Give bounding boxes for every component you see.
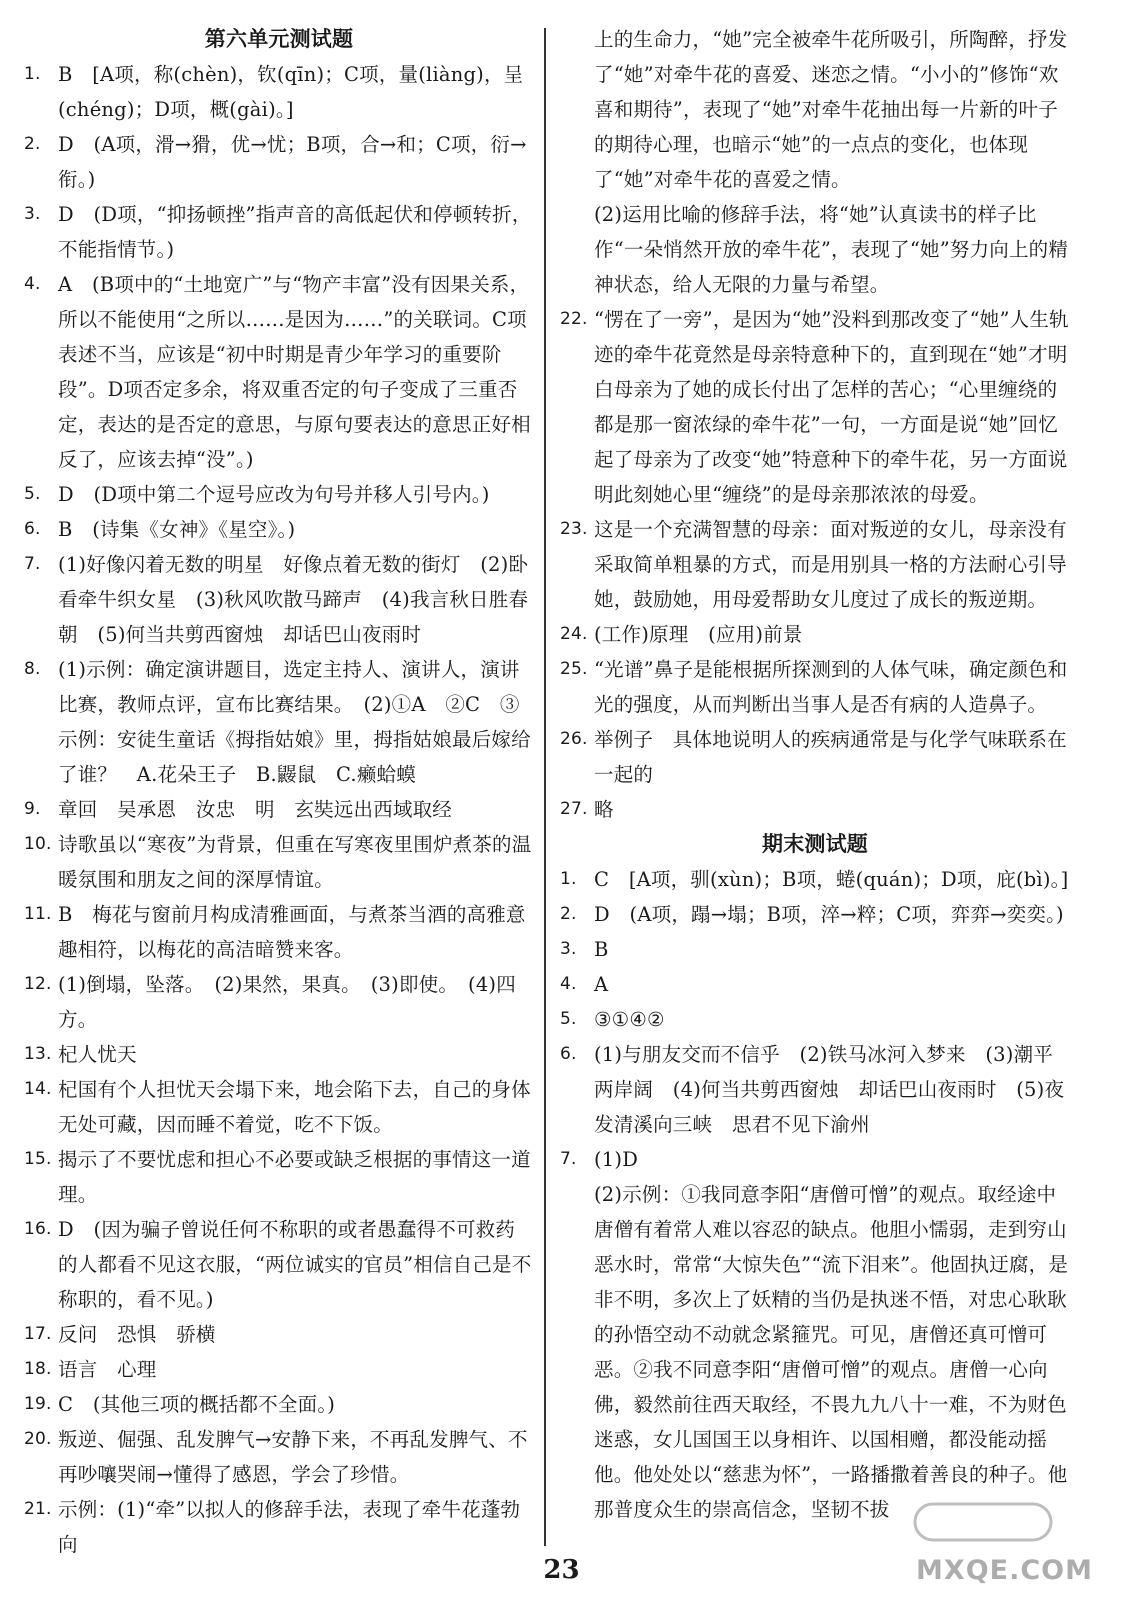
answer-item [24,477,534,512]
answer-item-7-part2 [560,1177,1070,1527]
answer-item [24,547,534,652]
section-heading-unit6: 第六单元测试题 [204,27,354,51]
answer-item [24,897,534,967]
answer-number: 10. [24,834,52,854]
answer-item [560,792,1070,827]
answer-text: 诗歌虽以“寒夜”为背景，但重在写寒夜里围炉煮茶的温暖氛围和朋友之间的深厚情谊。 [58,833,532,891]
answer-text: 上的生命力，“她”完全被牵牛花所吸引，所陶醉，抒发了“她”对牵牛花的喜爱、迷恋之情。“小小的”修饰“欢喜和期待”，表现了“她”对牵牛花抽出每一片新的叶子的期待心理，也暗示“她”的一点点的变化，也体现了“她”对牵牛花的喜爱之情。 [594,28,1068,191]
answer-item-21-continued [560,22,1070,302]
answer-item [560,652,1070,722]
answer-item [24,57,534,127]
right-answer-list-a [560,302,1070,827]
answer-number: 21. [24,1499,52,1519]
answer-item [24,1212,534,1317]
answer-text: (工作)原理 (应用)前景 [594,623,803,646]
answer-number: 3. [560,939,577,959]
answer-number: 8. [24,659,41,679]
answer-item [24,1072,534,1142]
answer-number: 4. [24,274,41,294]
answer-item [560,302,1070,512]
answer-item [560,967,1070,1002]
answer-text: 略 [594,798,614,821]
watermark [893,1500,1093,1590]
answer-number: 27. [560,799,588,819]
answer-item [560,897,1070,932]
answer-item [24,1037,534,1072]
answer-number: 15. [24,1149,52,1169]
right-column [560,22,1070,1527]
answer-text: (1)倒塌，坠落。 (2)果然，果真。 (3)即使。 (4)四方。 [58,973,516,1031]
answer-number: 17. [24,1324,52,1344]
answer-item [24,1492,534,1562]
answer-text: 叛逆、倔强、乱发脾气→安静下来，不再乱发脾气、不再吵嚷哭闹→懂得了感恩，学会了珍惜。 [58,1428,528,1486]
answer-text: B 梅花与窗前月构成清雅画面，与煮茶当酒的高雅意趣相符，以梅花的高洁暗赞来客。 [58,903,526,961]
answer-item [560,1142,1070,1177]
answer-number: 5. [560,1009,577,1029]
answer-text: (2)示例：①我同意李阳“唐僧可憎”的观点。取经途中唐僧有着常人难以容忍的缺点。他胆小懦弱，走到穷山恶水时，常常“大惊失色”“流下泪来”。他固执迂腐，是非不明，多次上了妖精的当仍是执迷不悟，对忠心耿耿的孙悟空动不动就念紧箍咒。可见，唐僧还真可憎可恶。②我不同意李阳“唐僧可憎”的观点。唐僧一心向佛，毅然前往西天取经，不畏九九八十一难，不为财色迷惑，女儿国国王以身相许、以国相赠，都没能动摇他。他处处以“慈悲为怀”，一路播撒着善良的种子。他那普度众生的崇高信念，坚韧不拔 [594,1183,1069,1521]
answer-item [24,792,534,827]
answer-number: 7. [560,1149,577,1169]
answer-text: (1)与朋友交而不信乎 (2)铁马冰河入梦来 (3)潮平两岸阔 (4)何当共剪西窗烛 却话巴山夜雨时 (5)夜发清溪向三峡 思君不见下渝州 [594,1043,1065,1136]
left-answer-list [24,57,534,1562]
answer-item [24,1422,534,1492]
answer-item [24,1317,534,1352]
answer-text: 揭示了不要忧虑和担心不必要或缺乏根据的事情这一道理。 [58,1148,531,1206]
answer-text: (1)示例：确定演讲题目，选定主持人、演讲人，演讲比赛，教师点评，宣布比赛结果。 (2)①A ②C ③示例：安徒生童话《拇指姑娘》里，拇指姑娘最后嫁给了谁？ A.花朵王子 B.鼹鼠 C.癞蛤蟆 [58,658,531,786]
answer-item [560,932,1070,967]
watermark-logo-icon [913,1500,1053,1544]
answer-item [560,862,1070,897]
answer-item [24,827,534,897]
answer-text: ③①④② [594,1008,665,1031]
answer-number: 5. [24,484,41,504]
answer-number: 6. [24,519,41,539]
answer-text: 章回 吴承恩 汝忠 明 玄奘远出西域取经 [58,798,453,821]
answer-number: 18. [24,1359,52,1379]
answer-number: 11. [24,904,52,924]
answer-item [24,267,534,477]
answer-text: 反问 恐惧 骄横 [58,1323,216,1346]
answer-item [24,1387,534,1422]
answer-number: 23. [560,519,588,539]
answer-item [24,197,534,267]
answer-number: 3. [24,204,41,224]
answer-number: 19. [24,1394,52,1414]
answer-item [24,127,534,197]
answer-text: (1)好像闪着无数的明星 好像点着无数的街灯 (2)卧看牵牛织女星 (3)秋风吹散马蹄声 (4)我言秋日胜春朝 (5)何当共剪西窗烛 却话巴山夜雨时 [58,553,529,646]
answer-text: D (因为骗子曾说任何不称职的或者愚蠢得不可救药的人都看不见这衣服，“两位诚实的官员”相信自己是不称职的，看不见。) [58,1218,532,1311]
answer-text: A [594,973,609,996]
answer-text: 示例：(1)“牵”以拟人的修辞手法，表现了牵牛花蓬勃向 [58,1498,521,1556]
answer-number: 20. [24,1429,52,1449]
answer-text: B [594,938,609,961]
answer-text: (1)D [594,1148,639,1171]
page-number: 23 [543,1555,580,1585]
answer-number: 13. [24,1044,52,1064]
answer-item [560,1037,1070,1142]
answer-text: (2)运用比喻的修辞手法，将“她”认真读书的样子比作“一朵悄然开放的牵牛花”，表现了“她”努力向上的精神状态，给人无限的力量与希望。 [594,203,1069,296]
answer-text: “愣在了一旁”，是因为“她”没料到那改变了“她”人生轨迹的牵牛花竟然是母亲特意种下的，直到现在“她”才明白母亲为了她的成长付出了怎样的苦心；“心里缠绕的都是那一窗浓绿的牵牛花”一句，一方面是说“她”回忆起了母亲为了改变“她”特意种下的牵牛花，另一方面说明此刻她心里“缠绕”的是母亲那浓浓的母爱。 [594,308,1069,506]
answer-number: 4. [560,974,577,994]
answer-number: 9. [24,799,41,819]
answer-text: D (D项中第二个逗号应改为句号并移人引号内。) [58,483,490,506]
answer-text: 这是一个充满智慧的母亲：面对叛逆的女儿，母亲没有采取简单粗暴的方式，而是用别具一格的方法耐心引导她，鼓励她，用母爱帮助女儿度过了成长的叛逆期。 [594,518,1067,611]
answer-number: 22. [560,309,588,329]
answer-text: A (B项中的“土地宽广”与“物产丰富”没有因果关系，所以不能使用“之所以……是因为……”的关联词。C项表述不当，应该是“初中时期是青少年学习的重要阶段”。D项否定多余，将双重否定的句子变成了三重否定，表达的是否定的意思，与原句要表达的意思正好相反了，应该去掉“没”。) [58,273,531,471]
answer-item [24,512,534,547]
answer-text: C [A项，驯(xùn)；B项，蜷(quán)；D项，庇(bì)。] [594,868,1069,891]
answer-text: 语言 心理 [58,1358,157,1381]
answer-number: 7. [24,554,41,574]
answer-item [24,652,534,792]
answer-item [24,967,534,1037]
answer-text: D (A项，蹋→塌；B项，淬→粹；C项，弈弈→奕奕。) [594,903,1064,926]
answer-number: 16. [24,1219,52,1239]
answer-text: B [A项，称(chèn)，钦(qīn)；C项，量(liàng)，呈(chéng)；D项，概(gài)。] [58,63,524,121]
answer-number: 2. [560,904,577,924]
answer-text: D (D项，“抑扬顿挫”指声音的高低起伏和停顿转折，不能指情节。) [58,203,532,261]
right-answer-list-b [560,862,1070,1177]
answer-item [560,617,1070,652]
answer-item [560,722,1070,792]
answer-number: 1. [24,64,41,84]
answer-text: 杞人忧天 [58,1043,137,1066]
section-heading-final: 期末测试题 [762,832,868,856]
answer-number: 6. [560,1044,577,1064]
answer-item [24,1352,534,1387]
watermark-text: MXQE.COM [916,1555,1093,1586]
answer-text: B (诗集《女神》《星空》。) [58,518,296,541]
answer-text: D (A项，滑→猾，优→忧；B项，合→和；C项，衍→衔。) [58,133,527,191]
answer-number: 12. [24,974,52,994]
answer-number: 2. [24,134,41,154]
answer-item [24,1142,534,1212]
answer-number: 25. [560,659,588,679]
answer-number: 26. [560,729,588,749]
answer-item [560,512,1070,617]
answer-text: 举例子 具体地说明人的疾病通常是与化学气味联系在一起的 [594,728,1067,786]
answer-text: “光谱”鼻子是能根据所探测到的人体气味，确定颜色和光的强度，从而判断出当事人是否有病的人造鼻子。 [594,658,1068,716]
column-divider [544,28,546,1546]
answer-number: 24. [560,624,588,644]
answer-item [560,1002,1070,1037]
answer-text: 杞国有个人担忧天会塌下来，地会陷下去，自己的身体无处可藏，因而睡不着觉，吃不下饭。 [58,1078,531,1136]
answer-number: 1. [560,869,577,889]
answer-text: C (其他三项的概括都不全面。) [58,1393,336,1416]
answer-number: 14. [24,1079,52,1099]
left-column [24,22,534,1562]
